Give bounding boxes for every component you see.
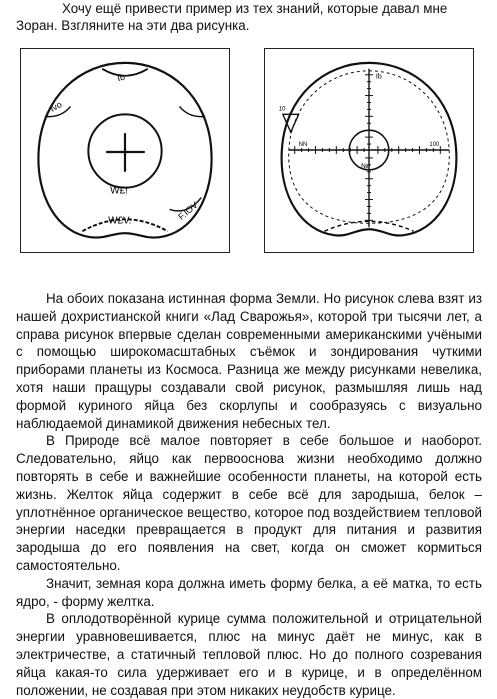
intro-line-2: Зоран. Взгляните на эти два рисунка. (16, 18, 250, 33)
axis-ticks (295, 75, 441, 221)
ancient-egg-drawing (21, 49, 229, 252)
label-axis-right: 100 (429, 142, 440, 149)
label-axis-left: NN (298, 142, 308, 149)
modern-earth-drawing (265, 49, 473, 252)
figure-ancient-egg (20, 48, 230, 253)
paragraph: На обоих показана истинная форма Земли. Но рисунок слева взят из нашей дохристианской книги «Лад Сварожья», которой три тысячи лет, а справа рисунок впервые сделан современными американскими учёными с помощью широкомасштабных съёмок и зондирования чуткими приборами планеты из Космоса. Разница же между рисунками невелика, хотя наши пращуры создавали свой рисунок, размышляя лишь над формой куриного яйца без скорлупы и сообразуясь с визуально наблюдаемой динамикой движения небесных тел. (16, 291, 482, 431)
intro-text (16, 0, 486, 34)
label-bottom-right: F.IOV (176, 199, 200, 222)
label-top-left: Ivo (48, 99, 64, 114)
label-center: W£! (110, 185, 128, 197)
paragraph: В оплодотворённой курице сумма положительной и отрицательной энергии уравновешивается, плюс на минус даёт не минус, как в электричестве, а статичный тепловой плюс. Но до полного созревания яйца какая-то сила удерживает его и в курице, и в определённом положении, не создавая при этом никаких неудобств курице. (16, 611, 482, 698)
label-compass: № (361, 162, 369, 170)
paragraph: В Природе всё малое повторяет в себе большое и наоборот. Следовательно, яйцо как первооснова жизни необходимо должно повторять в себе и важнейшие особенности планеты, на которой есть жизнь. Желток яйца содержит в себе всё для зародыша, белок – уплотнённое органическое вещество, которое под воздействием тепловой энергии наседки превращается в продукт для питания и развития зародыша до его появления на свет, когда он сможет кормиться самостоятельно. (16, 433, 482, 573)
label-top: Ib (375, 73, 382, 81)
label-bottom-center: W£V. (108, 215, 132, 227)
article-body (16, 290, 482, 699)
paragraph: Значит, земная кора должна иметь форму белка, а её матка, то есть ядро, - форму желтка. (16, 575, 482, 609)
label-upper-left: 10 (278, 106, 286, 113)
top-cap-arc (102, 69, 148, 76)
label-top: Ib (116, 71, 126, 84)
intro-line-1: Хочу ещё привести пример из тех знаний, которые давал мне (62, 1, 448, 16)
figure-modern-earth (264, 48, 474, 253)
